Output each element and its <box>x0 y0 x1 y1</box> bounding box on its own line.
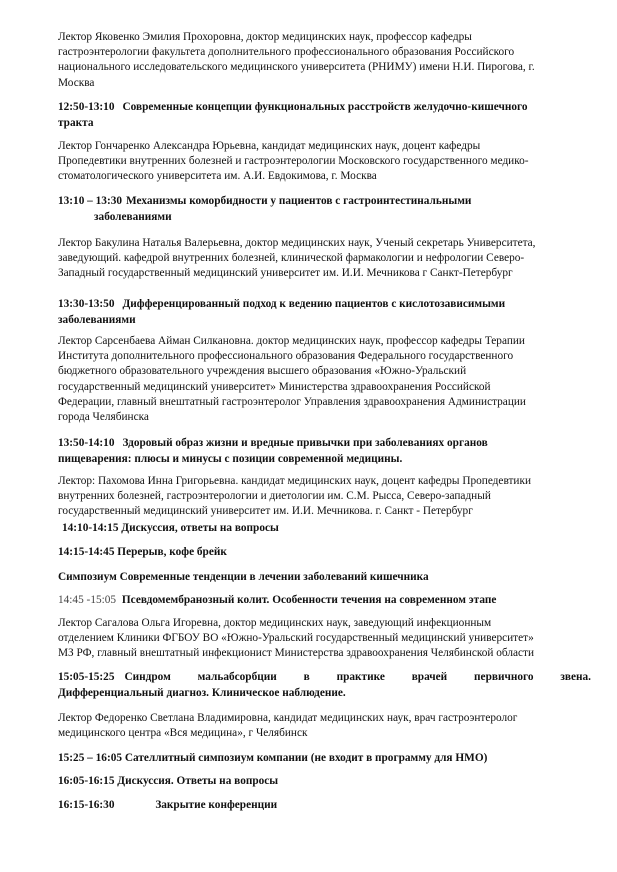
session-title-text: заболеваниями <box>58 314 136 326</box>
session-title-text: Синдром мальабсорбции в практике врачей первичного звена. <box>124 671 591 683</box>
lecturer-info-1 <box>58 30 591 91</box>
lecturer-info-3 <box>58 236 591 282</box>
lecturer-line: МЗ РФ, главный внештатный инфекционист Министерства здравоохранения Челябинской области <box>58 647 535 660</box>
symposium-title: Симпозиум Современные тенденции в лечении заболеваний кишечника <box>58 571 429 583</box>
lecturer-line: государственный медицинский университет им. И.И. Мечникова. г. Санкт - Петербург <box>58 505 473 518</box>
session-title-text: Дифференциальный диагноз. Клиническое наблюдение. <box>58 687 346 699</box>
lecturer-line: гастроэнтерологии факультета дополнительного профессионального образования Российского <box>58 46 515 59</box>
lecturer-line: Лектор Яковенко Эмилия Прохоровна, доктор медицинских наук, профессор кафедры <box>58 31 472 43</box>
lecturer-info-4 <box>58 334 591 425</box>
lecturer-line: Федерации, главный внештатный гастроэнтеролог Управления здравоохранения Администрации <box>58 395 526 408</box>
session-title-text: Механизмы коморбидности у пациентов с гастроинтестинальными <box>126 195 472 207</box>
satellite-symposium: 15:25 – 16:05 Сателлитный симпозиум компании (не входит в программу для НМО) <box>58 752 488 764</box>
session-time: 13:10 – 13:30 <box>58 195 123 207</box>
lecturer-line: Москва <box>58 76 95 89</box>
lecturer-line: Лектор: Пахомова Инна Григорьевна. кандидат медицинских наук, доцент кафедры Пропедевтики <box>58 475 532 487</box>
lecturer-info-6 <box>58 616 591 662</box>
session-title-4 <box>58 435 591 467</box>
lecturer-line: бюджетного образовательного учреждения высшего образования «Южно-Уральский <box>58 365 467 378</box>
lecturer-line: Лектор Бакулина Наталья Валерьевна, доктор медицинских наук, Ученый секретарь Университета, <box>58 237 536 249</box>
lecturer-line: Лектор Гончаренко Александра Юрьевна, кандидат медицинских наук, доцент кафедры <box>58 140 481 152</box>
lecturer-line: Пропедевтики внутренних болезней и гастроэнтерологии Московского государственного медико- <box>58 155 529 168</box>
session-title-3 <box>58 296 591 328</box>
session-title-text: Современные концепции функциональных расстройств желудочно-кишечного <box>122 101 528 113</box>
lecturer-line: Института дополнительного профессионального образования Федерального государственного <box>58 350 514 363</box>
session-title-text: заболеваниями <box>94 211 172 223</box>
lecturer-line: отделением Клиники ФГБОУ ВО «Южно-Уральский государственный медицинский университет» <box>58 632 534 645</box>
lecturer-line: стоматологического университета им. А.И. Евдокимова, г. Москва <box>58 170 377 183</box>
session-title-1 <box>58 99 591 131</box>
lecturer-info-5 <box>58 474 591 520</box>
session-title-6 <box>58 669 591 701</box>
session-time: 16:15-16:30 <box>58 799 115 811</box>
lecturer-line: Западный государственный медицинский университет им. И.И. Мечникова г Санкт-Петербург <box>58 267 513 280</box>
lecturer-line: медицинского центра «Вся медицина», г Челябинск <box>58 727 308 740</box>
session-time: 15:05-15:25 <box>58 671 115 683</box>
session-title-text: Дифференцированный подход к ведению пациентов с кислотозависимыми <box>122 298 506 310</box>
lecturer-line: внутренних болезней, гастроэнтерологии и диетологии им. С.М. Рысса, Северо-западный <box>58 490 491 503</box>
lecturer-line: Лектор Федоренко Светлана Владимировна, кандидат медицинских наук, врач гастроэнтеролог <box>58 712 518 724</box>
discussion-1: 14:10-14:15 Дискуссия, ответы на вопросы <box>62 522 279 534</box>
session-time: 12:50-13:10 <box>58 101 115 113</box>
session-title-text: Закрытие конференции <box>155 799 278 811</box>
session-title-text: Псевдомембранозный колит. Особенности течения на современном этапе <box>121 594 497 606</box>
lecturer-line: заведующий. кафедрой внутренних болезней, клинической фармакологии и нефрологии Северо- <box>58 252 525 265</box>
lecturer-line: города Челябинска <box>58 411 149 424</box>
session-time: 13:50-14:10 <box>58 437 115 449</box>
session-title-text: Здоровый образ жизни и вредные привычки при заболеваниях органов <box>122 437 488 449</box>
session-title-text: пищеварения: плюсы и минусы с позиции современной медицины. <box>58 453 403 465</box>
session-title-text: тракта <box>58 117 94 129</box>
session-time: 14:45 -15:05 <box>58 594 117 606</box>
lecturer-info-7 <box>58 711 591 741</box>
lecturer-line: Лектор Сарсенбаева Айман Силкановна. доктор медицинских наук, профессор кафедры Терапии <box>58 335 525 347</box>
session-title-5 <box>58 593 496 608</box>
lecturer-line: национального исследовательского медицинского университета (РНИМУ) имени Н.И. Пирогова, г. <box>58 61 535 74</box>
discussion-2: 16:05-16:15 Дискуссия. Ответы на вопросы <box>58 775 279 787</box>
closing-session <box>58 798 277 813</box>
lecturer-line: государственный медицинский университет» Министерства здравоохранения Российской <box>58 380 491 393</box>
coffee-break: 14:15-14:45 Перерыв, кофе брейк <box>58 546 227 558</box>
lecturer-line: Лектор Сагалова Ольга Игоревна, доктор медицинских наук, заведующий инфекционным <box>58 617 492 629</box>
session-title-2 <box>58 193 591 225</box>
lecturer-info-2 <box>58 139 591 185</box>
session-time: 13:30-13:50 <box>58 298 115 310</box>
